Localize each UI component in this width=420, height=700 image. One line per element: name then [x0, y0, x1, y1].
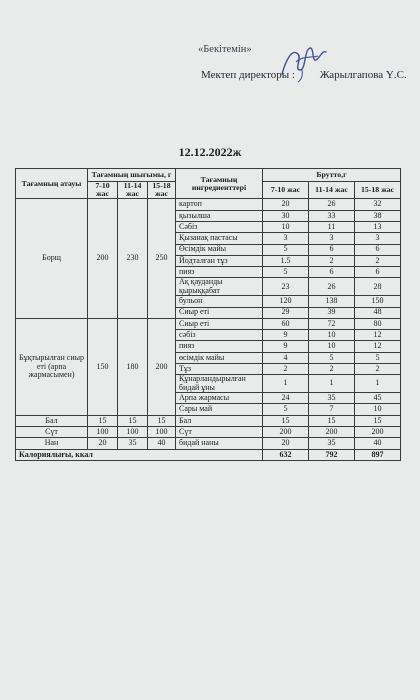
- header-brutto: Брутто,г: [263, 169, 401, 182]
- dish-yield: 20: [88, 438, 118, 449]
- table-row: [16, 318, 401, 329]
- header-ingredients: Тағамның ингредиенттері: [176, 169, 263, 199]
- brutto-value: 35: [309, 438, 355, 449]
- dish-name: Бұқтырылған сиыр еті (арпа жармасымен): [16, 318, 88, 415]
- dish-yield: 100: [118, 426, 148, 437]
- menu-table: [15, 168, 401, 461]
- table-row: [16, 415, 401, 426]
- brutto-value: 2: [309, 255, 355, 266]
- ingredient-name: Сиыр еті: [176, 318, 263, 329]
- total-value: 792: [309, 449, 355, 460]
- brutto-value: 12: [355, 330, 401, 341]
- header-age: 15-18 жас: [355, 182, 401, 199]
- total-label: Калориялығы, ккал: [16, 449, 263, 460]
- dish-yield: 15: [88, 415, 118, 426]
- ingredient-name: бульон: [176, 296, 263, 307]
- header-dish: Тағамның атауы: [16, 169, 88, 199]
- brutto-value: 33: [309, 210, 355, 221]
- brutto-value: 12: [355, 341, 401, 352]
- brutto-value: 2: [309, 363, 355, 374]
- dish-yield: 100: [148, 426, 176, 437]
- brutto-value: 3: [263, 233, 309, 244]
- brutto-value: 26: [309, 278, 355, 296]
- ingredient-name: қызылша: [176, 210, 263, 221]
- header-yield: Тағамның шығымы, г: [88, 169, 176, 182]
- brutto-value: 13: [355, 221, 401, 232]
- brutto-value: 26: [309, 199, 355, 210]
- brutto-value: 39: [309, 307, 355, 318]
- brutto-value: 15: [263, 415, 309, 426]
- brutto-value: 1: [309, 375, 355, 393]
- dish-name: Бал: [16, 415, 88, 426]
- brutto-value: 10: [309, 341, 355, 352]
- brutto-value: 2: [263, 363, 309, 374]
- brutto-value: 32: [355, 199, 401, 210]
- brutto-value: 60: [263, 318, 309, 329]
- ingredient-name: Сүт: [176, 426, 263, 437]
- brutto-value: 1.5: [263, 255, 309, 266]
- director-line: [201, 69, 407, 81]
- brutto-value: 150: [355, 296, 401, 307]
- dish-yield: 250: [148, 199, 176, 318]
- dish-yield: 15: [118, 415, 148, 426]
- ingredient-name: Құнарландырылған бидай ұны: [176, 375, 263, 393]
- ingredient-name: Сары май: [176, 404, 263, 415]
- menu-date: 12.12.2022ж: [178, 145, 242, 159]
- brutto-value: 4: [263, 352, 309, 363]
- ingredient-name: Тұз: [176, 363, 263, 374]
- dish-name: Борщ: [16, 199, 88, 318]
- brutto-value: 5: [263, 244, 309, 255]
- dish-yield: 200: [88, 199, 118, 318]
- brutto-value: 5: [263, 267, 309, 278]
- brutto-value: 40: [355, 438, 401, 449]
- header-age: 15-18 жас: [148, 182, 176, 199]
- dish-name: Нан: [16, 438, 88, 449]
- brutto-value: 9: [263, 330, 309, 341]
- brutto-value: 3: [309, 233, 355, 244]
- brutto-value: 20: [263, 438, 309, 449]
- brutto-value: 9: [263, 341, 309, 352]
- total-value: 632: [263, 449, 309, 460]
- brutto-value: 5: [263, 404, 309, 415]
- header-age: 11-14 жас: [118, 182, 148, 199]
- brutto-value: 5: [309, 352, 355, 363]
- header-age: 11-14 жас: [309, 182, 355, 199]
- ingredient-name: Өсімдік майы: [176, 244, 263, 255]
- brutto-value: 10: [309, 330, 355, 341]
- brutto-value: 11: [309, 221, 355, 232]
- brutto-value: 20: [263, 199, 309, 210]
- ingredient-name: Ақ қауданды қырыққабат: [176, 278, 263, 296]
- total-value: 897: [355, 449, 401, 460]
- ingredient-name: өсімдік майы: [176, 352, 263, 363]
- director-name: Жарылгапова Ү.С.: [319, 69, 407, 81]
- brutto-value: 6: [355, 244, 401, 255]
- brutto-value: 2: [355, 363, 401, 374]
- table-row: [16, 199, 401, 210]
- brutto-value: 3: [355, 233, 401, 244]
- ingredient-name: Йодталған тұз: [176, 255, 263, 266]
- brutto-value: 200: [309, 426, 355, 437]
- brutto-value: 138: [309, 296, 355, 307]
- brutto-value: 7: [309, 404, 355, 415]
- dish-name: Сүт: [16, 426, 88, 437]
- brutto-value: 200: [355, 426, 401, 437]
- brutto-value: 38: [355, 210, 401, 221]
- brutto-value: 48: [355, 307, 401, 318]
- brutto-value: 10: [355, 404, 401, 415]
- dish-yield: 40: [148, 438, 176, 449]
- brutto-value: 2: [355, 255, 401, 266]
- ingredient-name: Қызанақ пастасы: [176, 233, 263, 244]
- dish-yield: 180: [118, 318, 148, 415]
- dish-yield: 150: [88, 318, 118, 415]
- ingredient-name: картоп: [176, 199, 263, 210]
- dish-yield: 35: [118, 438, 148, 449]
- table-row: [16, 438, 401, 449]
- brutto-value: 200: [263, 426, 309, 437]
- ingredient-name: Сәбіз: [176, 221, 263, 232]
- table-row: [16, 426, 401, 437]
- brutto-value: 45: [355, 393, 401, 404]
- brutto-value: 120: [263, 296, 309, 307]
- brutto-value: 1: [263, 375, 309, 393]
- brutto-value: 1: [355, 375, 401, 393]
- brutto-value: 23: [263, 278, 309, 296]
- brutto-value: 80: [355, 318, 401, 329]
- ingredient-name: Сиыр еті: [176, 307, 263, 318]
- ingredient-name: пияз: [176, 341, 263, 352]
- approval-stamp-text: «Бекітемін»: [198, 44, 252, 55]
- brutto-value: 28: [355, 278, 401, 296]
- ingredient-name: пияз: [176, 267, 263, 278]
- brutto-value: 15: [309, 415, 355, 426]
- brutto-value: 5: [355, 352, 401, 363]
- brutto-value: 10: [263, 221, 309, 232]
- ingredient-name: бидай наны: [176, 438, 263, 449]
- brutto-value: 35: [309, 393, 355, 404]
- dish-yield: 200: [148, 318, 176, 415]
- ingredient-name: сәбіз: [176, 330, 263, 341]
- brutto-value: 6: [309, 244, 355, 255]
- ingredient-name: Арпа жармасы: [176, 393, 263, 404]
- ingredient-name: Бал: [176, 415, 263, 426]
- dish-yield: 230: [118, 199, 148, 318]
- dish-yield: 100: [88, 426, 118, 437]
- director-label: Мектеп директоры :: [201, 69, 295, 81]
- brutto-value: 30: [263, 210, 309, 221]
- brutto-value: 6: [309, 267, 355, 278]
- brutto-value: 6: [355, 267, 401, 278]
- brutto-value: 24: [263, 393, 309, 404]
- dish-yield: 15: [148, 415, 176, 426]
- header-age: 7-10 жас: [263, 182, 309, 199]
- brutto-value: 15: [355, 415, 401, 426]
- header-age: 7-10 жас: [88, 182, 118, 199]
- brutto-value: 29: [263, 307, 309, 318]
- brutto-value: 72: [309, 318, 355, 329]
